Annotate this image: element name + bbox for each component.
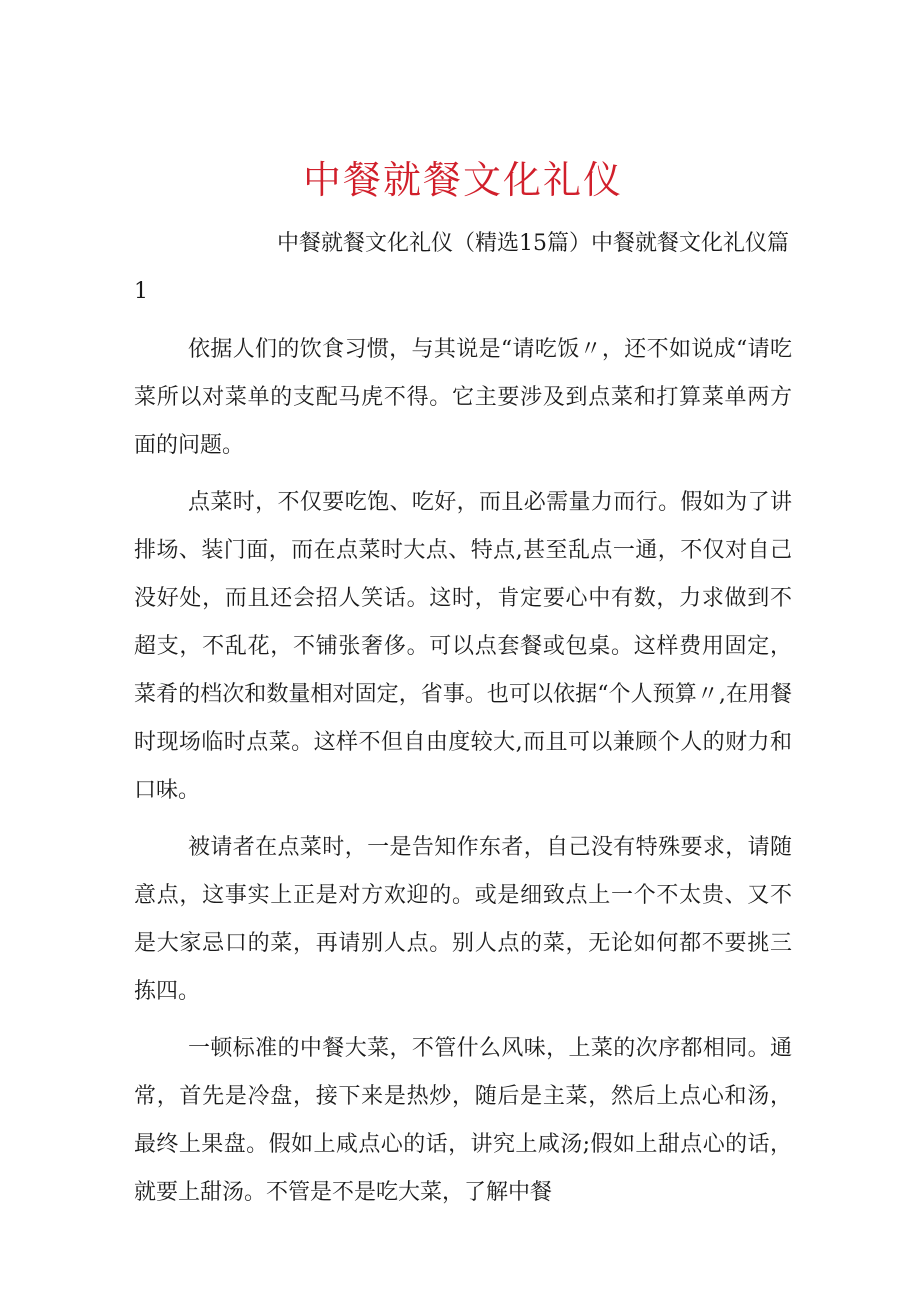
paragraph-2: 点菜时，不仅要吃饱、吃好，而且必需量力而行。假如为了讲排场、装门面，而在点菜时大点、特点,甚至乱点一通，不仅对自己没好处，而且还会招人笑话。这时，肯定要心中有数，力求做到不超支，不乱花，不铺张奢侈。可以点套餐或包桌。这样费用固定，菜肴的档次和数量相对固定，省事。也可以依据“个人预算〃,在用餐时现场临时点菜。这样不但自由度较大,而且可以兼顾个人的财力和口味。 (134, 490, 792, 803)
paragraph-4: 一顿标准的中餐大菜，不管什么风味，上菜的次序都相同。通常，首先是冷盘，接下来是热炒，随后是主菜，然后上点心和汤，最终上果盘。假如上咸点心的话，讲究上咸汤;假如上甜点心的话，就要上甜汤。不管是不是吃大菜，了解中餐 (134, 1036, 792, 1205)
paragraph-1: 依据人们的饮食习惯，与其说是“请吃饭〃，还不如说成“请吃菜所以对菜单的支配马虎不得。它主要涉及到点菜和打算菜单两方面的问题。 (134, 337, 792, 458)
paragraph-3: 被请者在点菜时，一是告知作东者，自己没有特殊要求，请随意点，这事实上正是对方欢迎的。或是细致点上一个不太贵、又不是大家忌口的菜，再请别人点。别人点的菜，无论如何都不要挑三拣四。 (134, 835, 792, 1004)
document-title: 中餐就餐文化礼仪 (302, 158, 623, 202)
document-subtitle: 中餐就餐文化礼仪（精选15篇）中餐就餐文化礼仪篇1 (134, 231, 789, 304)
